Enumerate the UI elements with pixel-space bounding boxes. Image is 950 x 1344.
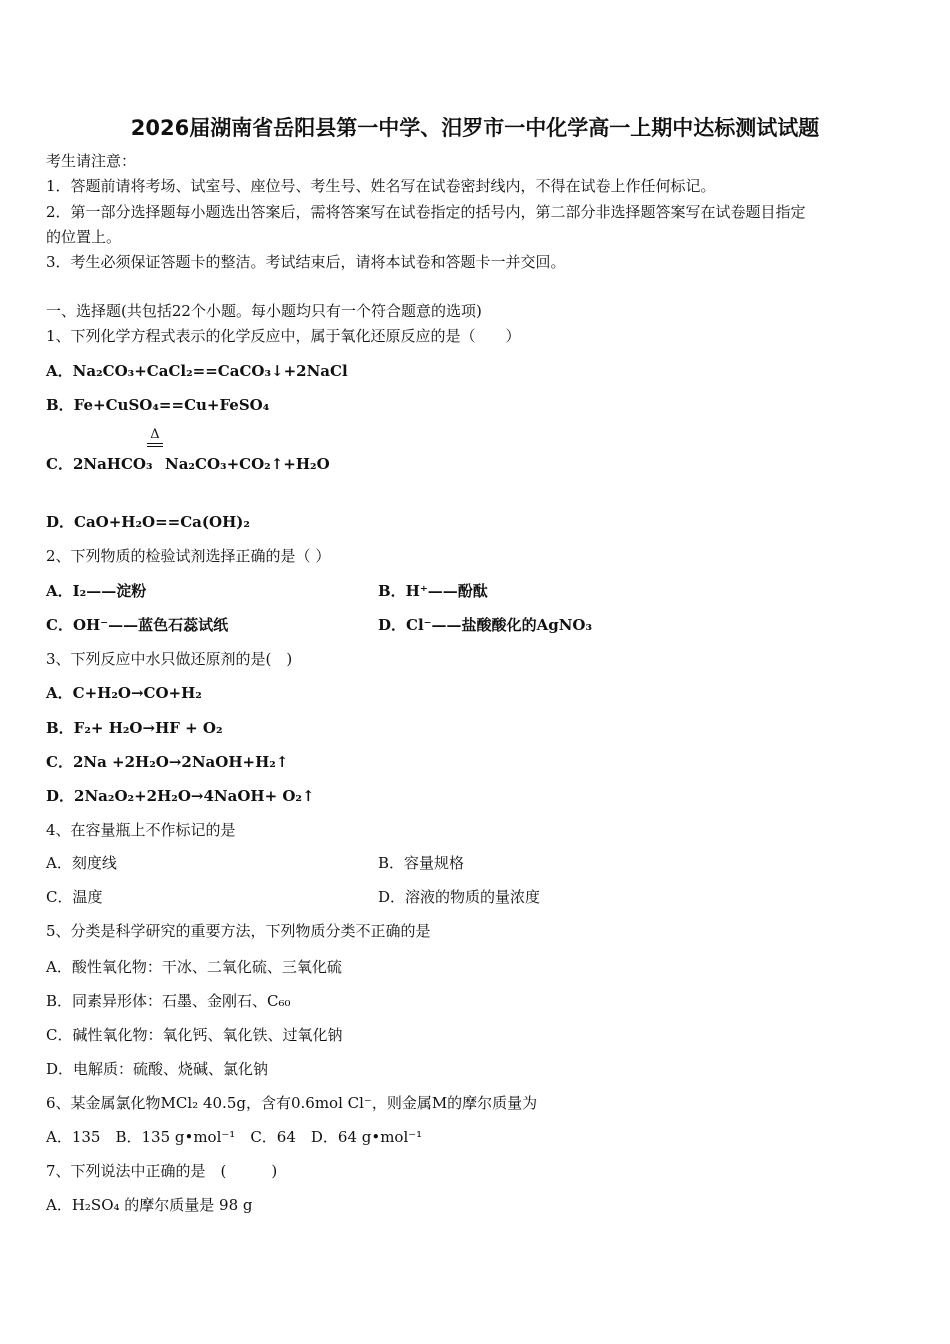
q5-stem: 5、分类是科学研究的重要方法，下列物质分类不正确的是 [46,922,431,940]
notice-item-1: 1．答题前请将考场、试室号、座位号、考生号、姓名写在试卷密封线内，不得在试卷上作任何标记。 [46,177,716,195]
q6-stem: 6、某金属氯化物MCl₂ 40.5g，含有0.6mol Cl⁻，则金属M的摩尔质量为 [46,1094,538,1112]
q3-stem: 3、下列反应中水只做还原剂的是( ) [46,650,293,668]
q2-option-b: B．H⁺——酚酞 [378,582,488,600]
notice-heading: 考生请注意： [46,152,137,170]
delta-label: Δ [150,427,160,442]
q5-option-d: D．电解质：硫酸、烧碱、氯化钠 [46,1060,269,1078]
q4-option-d: D．溶液的物质的量浓度 [378,888,541,906]
page-title: 2026届湖南省岳阳县第一中学、汨罗市一中化学高一上期中达标测试试题 [130,116,820,140]
q1-stem: 1、下列化学方程式表示的化学反应中，属于氧化还原反应的是（ ） [46,327,521,345]
q7-stem: 7、下列说法中正确的是 ( ) [46,1162,278,1180]
q1-option-c-right: Na₂CO₃+CO₂↑+H₂O [165,455,330,473]
q3-option-b: B．F₂+ H₂O→HF + O₂ [46,719,223,737]
q4-option-c: C．温度 [46,888,103,906]
q5-option-b: B．同素异形体：石墨、金刚石、C₆₀ [46,992,291,1010]
q5-option-a: A．酸性氧化物：干冰、二氧化硫、三氧化硫 [46,958,342,976]
heat-delta-symbol [147,428,163,447]
notice-item-2: 2．第一部分选择题每小题选出答案后，需将答案写在试卷指定的括号内，第二部分非选择题答案写在试卷题目指定 [46,203,806,221]
q3-option-a: A．C+H₂O→CO+H₂ [46,684,202,702]
q2-option-c: C．OH⁻——蓝色石蕊试纸 [46,616,229,634]
q1-option-a: A．Na₂CO₃+CaCl₂==CaCO₃↓+2NaCl [46,362,348,380]
q4-stem: 4、在容量瓶上不作标记的是 [46,821,236,839]
q5-option-c: C．碱性氧化物：氧化钙、氧化铁、过氧化钠 [46,1026,343,1044]
q2-stem: 2、下列物质的检验试剂选择正确的是（ ） [46,547,331,565]
q6-options: A．135 B．135 g•mol⁻¹ C．64 D．64 g•mol⁻¹ [46,1128,423,1146]
q3-option-c: C．2Na +2H₂O→2NaOH+H₂↑ [46,753,289,771]
q4-option-b: B．容量规格 [378,854,465,872]
section-heading: 一、选择题(共包括22个小题。每小题均只有一个符合题意的选项) [46,302,482,320]
q7-option-a: A．H₂SO₄ 的摩尔质量是 98 g [46,1196,253,1214]
q2-option-a: A．I₂——淀粉 [46,582,147,600]
q3-option-d: D．2Na₂O₂+2H₂O→4NaOH+ O₂↑ [46,787,315,805]
q1-option-d: D．CaO+H₂O==Ca(OH)₂ [46,513,250,531]
notice-item-2-cont: 的位置上。 [46,228,122,246]
q1-option-b: B．Fe+CuSO₄==Cu+FeSO₄ [46,396,270,414]
q4-option-a: A．刻度线 [46,854,117,872]
q1-option-c-left: C．2NaHCO₃ [46,455,153,473]
q2-option-d: D．Cl⁻——盐酸酸化的AgNO₃ [378,616,593,634]
notice-item-3: 3．考生必须保证答题卡的整洁。考试结束后，请将本试卷和答题卡一并交回。 [46,253,566,271]
